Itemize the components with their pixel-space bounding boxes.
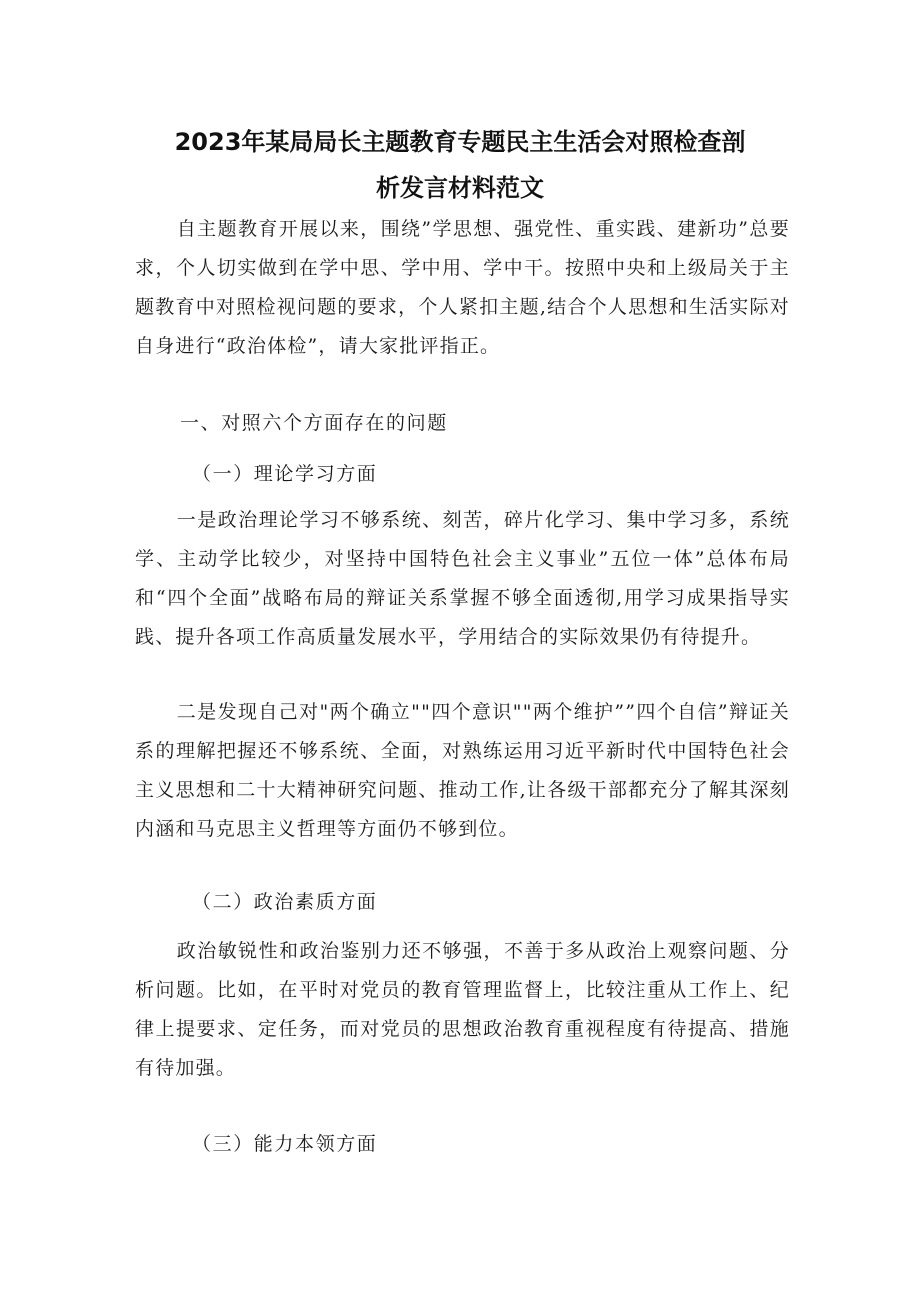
intro-paragraph: 自主题教育开展以来，围绕”学思想、强党性、重实践、建新功”总要求，个人切实做到在学中思、学中用、学中干。按照中央和上级局关于主题教育中对照检视问题的要求，个人紧扣主题,结合个人思想和生活实际对自身进行“政治体检”，请大家批评指正。 (135, 218, 790, 357)
document-title-line-1: 2023年某局局长主题教育专题民主生活会对照检查剖 (174, 128, 746, 156)
subsection-heading-political-quality: （二）政治素质方面 (192, 891, 378, 913)
theory-study-paragraph-2: 二是发现自己对"两个确立""四个意识""两个维护””四个自信”辩证关系的理解把握还不够系统、全面，对熟练运用习近平新时代中国特色社会主义思想和二十大精神研究问题、推动工作,让各级干部都充分了解其深刻内涵和马克思主义哲理等方面仍不够到位。 (135, 701, 790, 840)
theory-study-paragraph-1: 一是政治理论学习不够系统、刻苦，碎片化学习、集中学习多，系统学、主动学比较少，对坚持中国特色社会主义事业”五位一体”总体布局和“四个全面”战略布局的辩证关系掌握不够全面透彻,用学习成果指导实践、提升各项工作高质量发展水平，学用结合的实际效果仍有待提升。 (135, 509, 790, 648)
document-title-line-2: 析发言材料范文 (376, 174, 544, 202)
subsection-heading-theory-study: （一）理论学习方面 (192, 463, 378, 485)
political-quality-paragraph: 政治敏锐性和政治鉴别力还不够强，不善于多从政治上观察问题、分析问题。比如，在平时对党员的教育管理监督上，比较注重从工作上、纪律上提要求、定任务，而对党员的思想政治教育重视程度有待提高、措施有待加强。 (135, 940, 790, 1079)
subsection-heading-capability: （三）能力本领方面 (192, 1133, 378, 1155)
section-heading-problems: 一、对照六个方面存在的问题 (180, 412, 448, 434)
